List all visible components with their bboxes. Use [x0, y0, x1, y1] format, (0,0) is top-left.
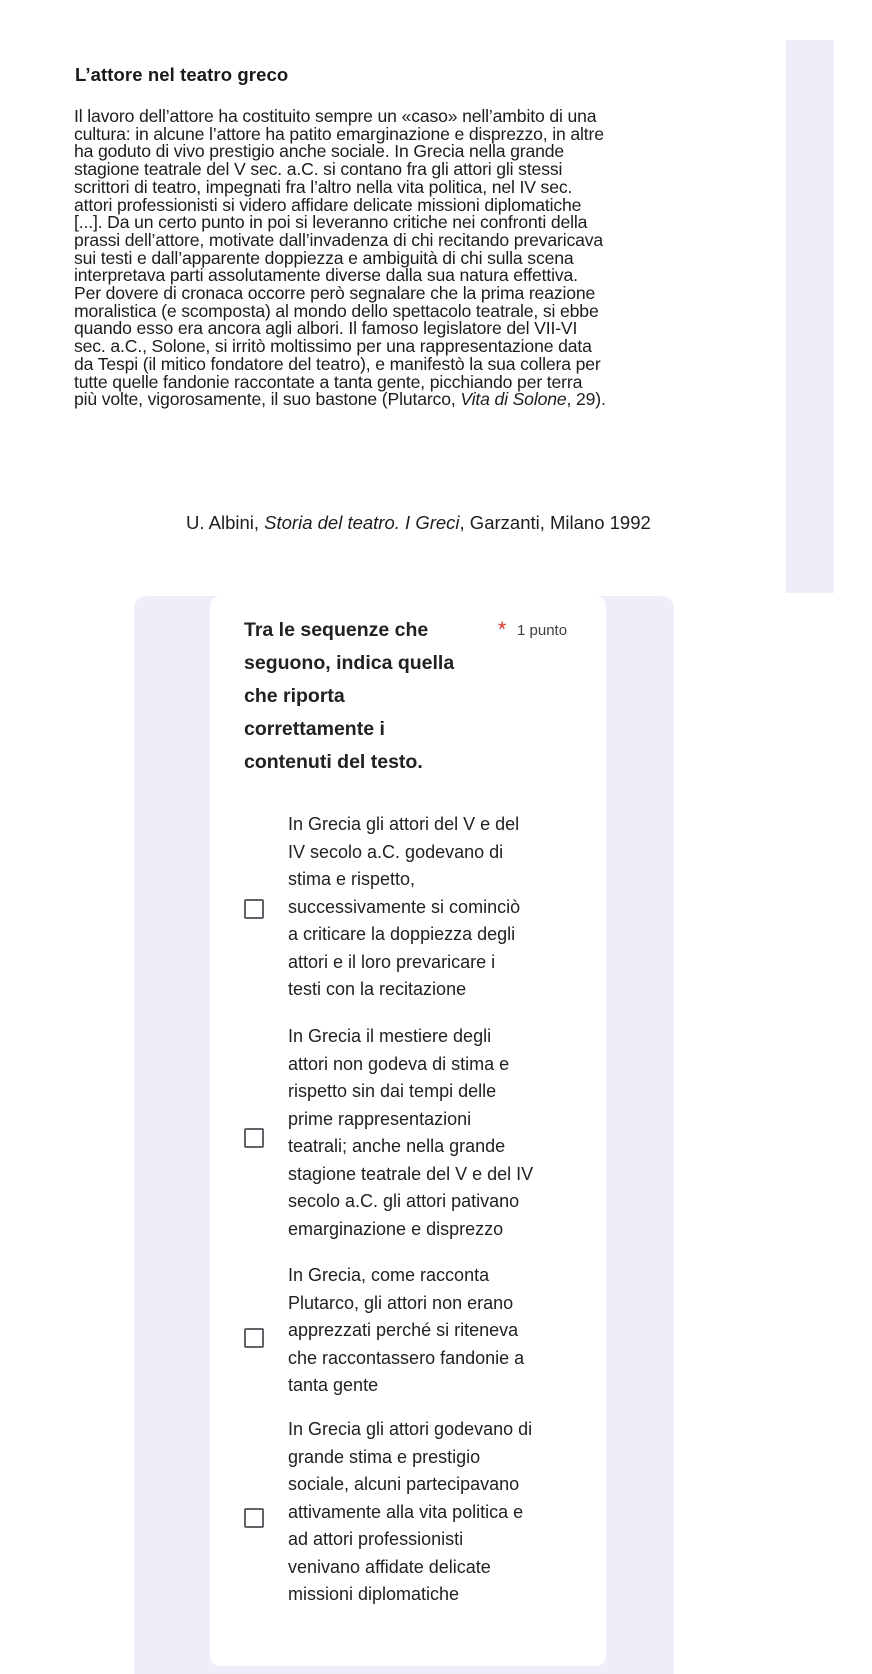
source-publisher: , Garzanti, Milano 1992	[459, 512, 651, 533]
option-3-checkbox[interactable]	[244, 1328, 264, 1348]
passage-body-end: , 29).	[566, 389, 606, 410]
required-asterisk: *	[498, 618, 507, 641]
option-4-checkbox[interactable]	[244, 1508, 264, 1528]
option-4-label[interactable]: In Grecia gli attori godevano di grande stima e prestigio sociale, alcuni partecipavano attivamente alla vita politica e ad attori professionisti venivano affidate delicate missioni diplomatiche	[288, 1419, 533, 1604]
option-3-label[interactable]: In Grecia, come racconta Plutarco, gli attori non erano apprezzati perché si riteneva che raccontassero fandonie a tanta gente	[288, 1265, 525, 1395]
question-points: 1 punto	[517, 622, 568, 639]
passage-body-italic: Vita di Solone	[460, 389, 567, 410]
option-1-label[interactable]: In Grecia gli attori del V e del IV secolo a.C. godevano di stima e rispetto, successivamente si cominciò a criticare la doppiezza degli attori e il loro prevaricare i testi con la recitazione	[288, 814, 521, 999]
option-1-checkbox[interactable]	[244, 899, 264, 919]
passage-body-text: Il lavoro dell’attore ha costituito sempre un «caso» nell’ambito di una cultura: in alcune l’attore ha patito emarginazione e disprezzo, in altre ha goduto di vivo prestigio anche sociale. In Grecia nella grande stagione teatrale del V sec. a.C. si contano fra gli attori gli stessi scrittori di teatro, impegnati fra l’altro nella vita politica, nel IV sec. attori professionisti si videro affidare delicate missioni diplomatiche [...]. Da un certo punto in poi si leveranno critiche nei confronti della prassi dell’attore, motivate dall’invadenza di chi recitando prevaricava sui testi e dall’apparente doppiezza e ambiguità di chi sulla scena interpretava parti assolutamente diverse dalla sua natura effettiva. Per dovere di cronaca occorre però segnalare che la prima reazione moralistica (e scomposta) al mondo dello spettacolo teatrale, si ebbe quando esso era ancora agli albori. Il famoso legislatore del VII-VI sec. a.C., Solone, si irritò moltissimo per una rappresentazione data da Tespi (il mitico fondatore del teatro), e manifestò la sua collera per tutte quelle fandonie raccontate a tanta gente, picchiando per terra più volte, vigorosamente, il suo bastone (Plutarco,	[74, 106, 604, 410]
source-book-title: Storia del teatro. I Greci	[264, 512, 460, 533]
question-title: Tra le sequenze che seguono, indica quella che riporta correttamente i contenuti del testo.	[244, 619, 455, 773]
passage-body	[74, 108, 714, 409]
top-strip	[0, 0, 872, 40]
source-author: U. Albini,	[186, 512, 265, 533]
side-scroll-strip	[786, 40, 834, 593]
passage-source	[186, 512, 651, 534]
passage-title: L’attore nel teatro greco	[75, 64, 289, 85]
option-2-checkbox[interactable]	[244, 1128, 264, 1148]
option-2-label[interactable]: In Grecia il mestiere degli attori non godeva di stima e rispetto sin dai tempi delle prime rappresentazioni teatrali; anche nella grande stagione teatrale del V e del IV secolo a.C. gli attori pativano emarginazione e disprezzo	[288, 1026, 534, 1239]
